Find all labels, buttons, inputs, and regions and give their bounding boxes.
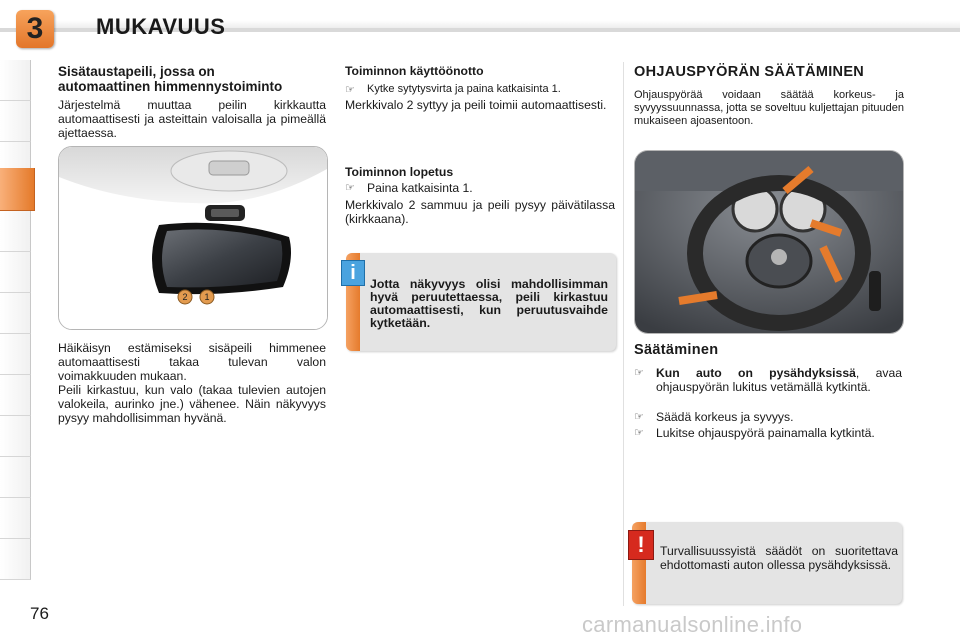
mirror-heading-line2: automaattinen himmennystoiminto — [58, 79, 283, 94]
page-number: 76 — [30, 604, 49, 623]
adjust-bullet-2 — [634, 410, 902, 424]
stop-bullet — [345, 181, 615, 195]
mirror-intro: Järjestelmä muuttaa peilin kirkkautta automaattisesti ja asteittain valoisalla ja pimeällä ajettaessa. — [58, 98, 326, 140]
pointing-hand-icon: ☞ — [345, 84, 355, 96]
mirror-heading — [58, 64, 328, 94]
chapter-tab-2[interactable] — [0, 101, 31, 142]
mirror-heading-line1: Sisätaustapeili, jossa on — [58, 64, 215, 79]
info-icon: i — [341, 260, 365, 286]
stop-heading: Toiminnon lopetus — [345, 165, 454, 179]
mirror-drawing — [59, 147, 327, 329]
callout-2: 2 — [182, 292, 188, 302]
warning-text: Turvallisuussyistä säädöt on suoritettava ehdottomasti auton ollessa pysähdyksissä. — [660, 544, 898, 572]
watermark: carmanualsonline.info — [582, 612, 803, 637]
chapter-tab-6[interactable] — [0, 293, 31, 334]
mirror-para2: Peili kirkastuu, kun valo (takaa tulevien autojen valokeila, aurinko jne.) vähenee. Näin näkyvyys pysyy mahdollisimman hyvänä. — [58, 383, 326, 425]
start-text: Merkkivalo 2 syttyy ja peili toimii automaattisesti. — [345, 98, 607, 112]
warning-icon: ! — [628, 530, 654, 560]
pointing-hand-icon: ☞ — [634, 411, 644, 423]
steering-intro: Ohjauspyörää voidaan säätää korkeus- ja syvyyssuunnassa, jotta se soveltuu kuljettajan pituuden mukaiseen ajoasentoon. — [634, 89, 904, 127]
adjust-bullet-1 — [634, 366, 902, 394]
adjust-bullet-3 — [634, 426, 902, 440]
adjust-bullet-1-bold: Kun auto on pysähdyksissä — [656, 366, 856, 380]
stop-bullet-text: Paina katkaisinta 1. — [367, 181, 473, 195]
chapter-tab-active[interactable] — [0, 168, 35, 211]
callout-1: 1 — [204, 292, 210, 302]
chapter-tab-7[interactable] — [0, 334, 31, 375]
steering-heading: OHJAUSPYÖRÄN SÄÄTÄMINEN — [634, 64, 865, 80]
chapter-title: MUKAVUUS — [96, 14, 226, 39]
pointing-hand-icon: ☞ — [634, 367, 644, 379]
chapter-tabs — [0, 60, 32, 580]
chapter-tab-11[interactable] — [0, 498, 31, 539]
pointing-hand-icon: ☞ — [345, 182, 355, 194]
mirror-illustration — [58, 146, 328, 330]
mirror-para1: Häikäisyn estämiseksi sisäpeili himmenee automaattisesti takaa tulevan valon voimakkuuden mukaan. — [58, 341, 326, 383]
steering-illustration — [634, 150, 904, 334]
start-heading: Toiminnon käyttöönotto — [345, 64, 484, 78]
chapter-tab-4[interactable] — [0, 211, 31, 252]
stop-text: Merkkivalo 2 sammuu ja peili pysyy päivätilassa (kirkkaana). — [345, 198, 615, 226]
adjust-bullet-3-text: Lukitse ohjauspyörä painamalla kytkintä. — [656, 426, 875, 440]
steering-drawing — [635, 151, 903, 333]
adjust-heading: Säätäminen — [634, 342, 719, 358]
chapter-tab-5[interactable] — [0, 252, 31, 293]
adjust-bullet-1-text — [656, 366, 902, 394]
adjust-bullet-1-rest: , avaa ohjauspyörän lukitus vetämällä kytkintä. — [656, 366, 903, 394]
column-divider — [623, 62, 624, 606]
info-text: Jotta näkyvyys olisi mahdollisimman hyvä peruutettaessa, peili kirkastuu automaattisesti, kun peruutusvaihde kytketään. — [370, 277, 608, 330]
chapter-tab-9[interactable] — [0, 416, 31, 457]
start-bullet — [345, 83, 615, 97]
chapter-number: 3 — [26, 12, 44, 45]
chapter-badge — [16, 10, 54, 48]
chapter-tab-8[interactable] — [0, 375, 31, 416]
adjust-bullet-2-text: Säädä korkeus ja syvyys. — [656, 410, 794, 424]
chapter-tab-12[interactable] — [0, 539, 31, 580]
pointing-hand-icon: ☞ — [634, 427, 644, 439]
chapter-tab-10[interactable] — [0, 457, 31, 498]
start-bullet-text: Kytke sytytysvirta ja paina katkaisinta 1. — [367, 83, 561, 95]
chapter-tab-1[interactable] — [0, 60, 31, 101]
